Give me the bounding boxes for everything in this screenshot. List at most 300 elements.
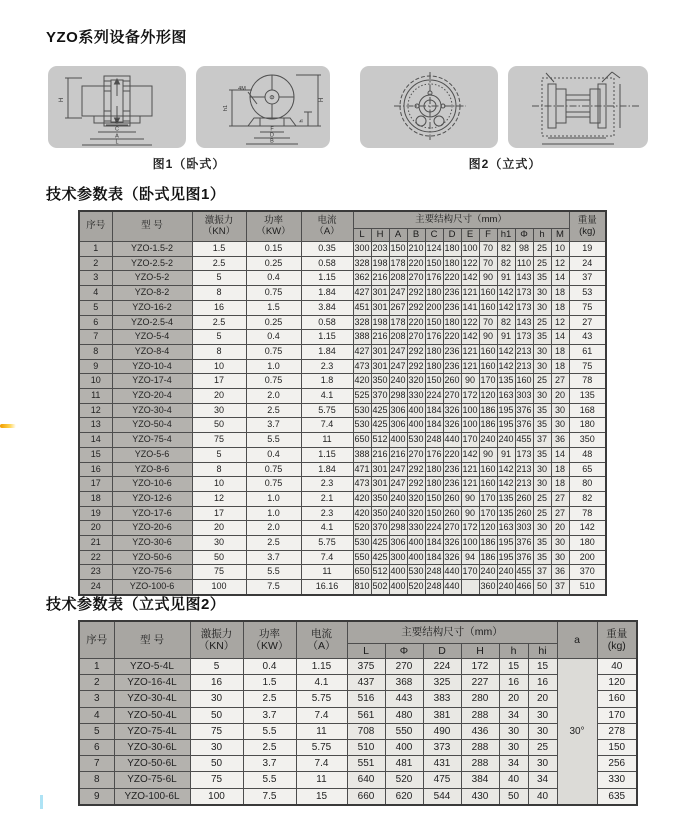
value-cell: 25 <box>533 315 551 330</box>
value-cell: 142 <box>461 330 479 345</box>
value-cell: 326 <box>443 418 461 433</box>
value-cell: 11 <box>301 565 353 580</box>
seq-cell: 3 <box>79 691 114 707</box>
value-cell: 50 <box>533 580 551 595</box>
value-cell: 120 <box>479 389 497 404</box>
value-cell: 400 <box>389 565 407 580</box>
value-cell: 90 <box>461 491 479 506</box>
value-cell: 240 <box>389 374 407 389</box>
value-cell: 370 <box>371 389 389 404</box>
model-cell: YZO-100-6L <box>114 788 190 805</box>
seq-cell: 1 <box>79 242 112 257</box>
value-cell: 0.58 <box>301 256 353 271</box>
value-cell: 3.7 <box>246 550 301 565</box>
value-cell: 70 <box>479 315 497 330</box>
table-row <box>79 256 606 271</box>
value-cell: 292 <box>407 462 425 477</box>
value-cell: 121 <box>461 344 479 359</box>
value-cell: 4.1 <box>296 675 347 691</box>
drawing-panel-horizontal-side <box>196 66 330 148</box>
value-cell: 82 <box>569 491 606 506</box>
value-cell: 30 <box>192 536 246 551</box>
value-cell: 78 <box>569 374 606 389</box>
vertical-motor-side-drawing <box>508 66 648 148</box>
value-cell: 466 <box>515 580 533 595</box>
seq-cell: 19 <box>79 506 112 521</box>
value-cell: 17 <box>192 506 246 521</box>
value-cell: 236 <box>443 286 461 301</box>
value-cell: 180 <box>443 315 461 330</box>
value-cell: 27 <box>551 491 569 506</box>
value-cell: 425 <box>371 536 389 551</box>
model-cell: YZO-20-6 <box>112 521 192 536</box>
value-cell: 650 <box>353 433 371 448</box>
value-cell: 0.4 <box>246 271 301 286</box>
value-cell: 170 <box>597 707 637 723</box>
value-cell: 400 <box>389 580 407 595</box>
value-cell: 247 <box>389 359 407 374</box>
value-cell: 35 <box>533 447 551 462</box>
value-cell: 373 <box>423 740 461 756</box>
value-cell: 475 <box>423 772 461 788</box>
value-cell: 427 <box>353 286 371 301</box>
value-cell: 420 <box>353 374 371 389</box>
dim-label-B: B <box>270 138 274 145</box>
value-cell: 2.5 <box>192 315 246 330</box>
value-cell: 400 <box>407 550 425 565</box>
seq-cell: 22 <box>79 550 112 565</box>
value-cell: 1.15 <box>301 447 353 462</box>
value-cell: 220 <box>443 330 461 345</box>
value-cell: 150 <box>425 315 443 330</box>
value-cell: 50 <box>192 418 246 433</box>
value-cell: 27 <box>569 315 606 330</box>
value-cell: 400 <box>407 536 425 551</box>
value-cell: 40 <box>499 772 528 788</box>
value-cell: 75 <box>569 300 606 315</box>
model-cell: YZO-20-4 <box>112 389 192 404</box>
dim-label-C: C <box>115 126 119 133</box>
value-cell: 37 <box>569 271 606 286</box>
value-cell: 14 <box>551 271 569 286</box>
value-cell: 30 <box>533 389 551 404</box>
value-cell: 160 <box>479 462 497 477</box>
value-cell: 172 <box>461 389 479 404</box>
value-cell: 437 <box>347 675 385 691</box>
value-cell: 80 <box>569 477 606 492</box>
value-cell: 1.8 <box>301 374 353 389</box>
value-cell: 471 <box>353 462 371 477</box>
table-row <box>79 565 606 580</box>
value-cell: 362 <box>353 271 371 286</box>
value-cell: 120 <box>479 521 497 536</box>
value-cell: 213 <box>515 359 533 374</box>
value-cell: 0.35 <box>301 242 353 257</box>
table-row <box>79 330 606 345</box>
value-cell: 443 <box>385 691 423 707</box>
model-cell: YZO-12-6 <box>112 491 192 506</box>
seq-cell: 2 <box>79 675 114 691</box>
value-cell: 20 <box>192 521 246 536</box>
header-dim-L: L <box>347 644 385 659</box>
drawing-panel-horizontal-front <box>48 66 186 148</box>
table-row <box>79 740 637 756</box>
value-cell: 5.5 <box>246 433 301 448</box>
value-cell: 178 <box>389 315 407 330</box>
header-dim-F: F <box>479 229 497 242</box>
value-cell: 510 <box>569 580 606 595</box>
value-cell: 260 <box>443 491 461 506</box>
seq-cell: 15 <box>79 447 112 462</box>
value-cell: 278 <box>597 723 637 739</box>
value-cell: 375 <box>347 659 385 675</box>
value-cell: 18 <box>551 462 569 477</box>
value-cell: 5.5 <box>246 565 301 580</box>
value-cell: 184 <box>425 536 443 551</box>
value-cell: 247 <box>389 462 407 477</box>
value-cell: 48 <box>569 447 606 462</box>
value-cell: 180 <box>569 418 606 433</box>
scan-artifact-blue <box>40 795 43 809</box>
value-cell: 5.5 <box>243 723 296 739</box>
value-cell: 172 <box>461 521 479 536</box>
value-cell: 90 <box>479 330 497 345</box>
value-cell: 53 <box>569 286 606 301</box>
value-cell: 178 <box>389 256 407 271</box>
value-cell: 383 <box>423 691 461 707</box>
header-dim-E: E <box>461 229 479 242</box>
value-cell: 3.7 <box>243 707 296 723</box>
value-cell: 1.15 <box>301 271 353 286</box>
value-cell: 20 <box>551 521 569 536</box>
value-cell: 20 <box>192 389 246 404</box>
value-cell: 34 <box>499 756 528 772</box>
value-cell: 180 <box>425 359 443 374</box>
dim-label-E: E <box>115 119 119 126</box>
value-cell: 292 <box>407 286 425 301</box>
value-cell: 35 <box>533 271 551 286</box>
dim-label-D: D <box>270 132 274 139</box>
seq-cell: 7 <box>79 756 114 772</box>
value-cell: 530 <box>407 565 425 580</box>
table-row <box>79 491 606 506</box>
value-cell: 143 <box>515 315 533 330</box>
value-cell: 270 <box>385 659 423 675</box>
value-cell: 260 <box>515 491 533 506</box>
value-cell: 520 <box>353 521 371 536</box>
value-cell: 708 <box>347 723 385 739</box>
value-cell: 325 <box>423 675 461 691</box>
seq-cell: 20 <box>79 521 112 536</box>
value-cell: 2.5 <box>192 256 246 271</box>
value-cell: 224 <box>423 659 461 675</box>
seq-cell: 9 <box>79 359 112 374</box>
value-cell: 121 <box>461 359 479 374</box>
table-row <box>79 462 606 477</box>
value-cell: 150 <box>425 491 443 506</box>
seq-cell: 3 <box>79 271 112 286</box>
value-cell: 30 <box>528 707 557 723</box>
value-cell: 180 <box>443 256 461 271</box>
dim-label-F: F <box>270 126 274 133</box>
table-row <box>79 242 606 257</box>
value-cell: 1.0 <box>246 359 301 374</box>
table-row <box>79 433 606 448</box>
value-cell: 224 <box>425 521 443 536</box>
value-cell: 0.4 <box>246 330 301 345</box>
header-dim-M: M <box>551 229 569 242</box>
value-cell: 240 <box>497 580 515 595</box>
value-cell: 216 <box>371 330 389 345</box>
value-cell: 200 <box>425 300 443 315</box>
value-cell: 260 <box>515 506 533 521</box>
header-dimensions: 主要结构尺寸（mm） <box>347 621 557 644</box>
seq-cell: 10 <box>79 374 112 389</box>
value-cell: 301 <box>371 477 389 492</box>
value-cell: 30 <box>533 344 551 359</box>
table-row <box>79 315 606 330</box>
value-cell: 431 <box>423 756 461 772</box>
value-cell: 270 <box>407 271 425 286</box>
header-weight: 重量 (kg) <box>569 211 606 242</box>
value-cell: 1.84 <box>301 286 353 301</box>
value-cell: 292 <box>407 359 425 374</box>
dim-label-A: A <box>115 133 119 140</box>
value-cell: 75 <box>192 565 246 580</box>
value-cell: 427 <box>353 344 371 359</box>
value-cell: 35 <box>533 536 551 551</box>
value-cell: 650 <box>353 565 371 580</box>
value-cell: 37 <box>533 565 551 580</box>
value-cell: 142 <box>461 271 479 286</box>
header-seq: 序号 <box>79 621 114 659</box>
seq-cell: 4 <box>79 286 112 301</box>
value-cell: 170 <box>479 506 497 521</box>
value-cell: 5.75 <box>296 691 347 707</box>
value-cell: 525 <box>353 389 371 404</box>
value-cell: 82 <box>497 315 515 330</box>
value-cell: 25 <box>533 374 551 389</box>
table-row <box>79 418 606 433</box>
value-cell: 7.5 <box>243 788 296 805</box>
value-cell: 256 <box>597 756 637 772</box>
dim-label-4M: 4M <box>238 86 246 92</box>
model-cell: YZO-8-2 <box>112 286 192 301</box>
horizontal-motor-front-drawing <box>48 66 186 148</box>
value-cell: 142 <box>497 359 515 374</box>
value-cell: 142 <box>497 477 515 492</box>
value-cell: 240 <box>479 433 497 448</box>
table-row <box>79 271 606 286</box>
figure2-caption: 图2（立式） <box>468 157 542 171</box>
value-cell: 36 <box>551 565 569 580</box>
value-cell: 150 <box>425 374 443 389</box>
value-cell: 400 <box>407 403 425 418</box>
drawing-lines <box>65 76 152 145</box>
value-cell: 350 <box>371 506 389 521</box>
value-cell: 425 <box>371 550 389 565</box>
value-cell: 90 <box>461 506 479 521</box>
value-cell: 2.5 <box>246 536 301 551</box>
value-cell: 303 <box>515 389 533 404</box>
seq-cell: 17 <box>79 477 112 492</box>
table-row <box>79 374 606 389</box>
value-cell: 150 <box>389 242 407 257</box>
value-cell: 330 <box>407 389 425 404</box>
dim-label-h1: h1 <box>223 104 229 112</box>
value-cell: 0.4 <box>243 659 296 675</box>
value-cell: 27 <box>551 506 569 521</box>
value-cell: 121 <box>461 462 479 477</box>
value-cell: 25 <box>533 256 551 271</box>
header-dim-h1: h1 <box>497 229 515 242</box>
value-cell: 30 <box>190 691 243 707</box>
seq-cell: 5 <box>79 723 114 739</box>
seq-cell: 16 <box>79 462 112 477</box>
value-cell: 50 <box>499 788 528 805</box>
table2-vertical-params <box>78 620 638 806</box>
value-cell: 208 <box>389 271 407 286</box>
value-cell: 195 <box>497 550 515 565</box>
value-cell: 30 <box>533 477 551 492</box>
value-cell: 186 <box>479 536 497 551</box>
value-cell: 216 <box>371 271 389 286</box>
value-cell: 236 <box>443 359 461 374</box>
dim-label-phi: Φ <box>269 94 275 102</box>
value-cell: 2.3 <box>301 477 353 492</box>
value-cell: 400 <box>407 418 425 433</box>
table-row <box>79 506 606 521</box>
value-cell: 186 <box>479 550 497 565</box>
drawing-panel-vertical-side <box>508 66 648 148</box>
value-cell: 490 <box>423 723 461 739</box>
value-cell: 350 <box>371 491 389 506</box>
value-cell: 36 <box>551 433 569 448</box>
value-cell: 160 <box>479 286 497 301</box>
value-cell: 198 <box>371 315 389 330</box>
value-cell: 12 <box>192 491 246 506</box>
value-cell: 186 <box>479 418 497 433</box>
header-force: 激振力 （KN） <box>192 211 246 242</box>
value-cell: 18 <box>551 344 569 359</box>
table-row <box>79 756 637 772</box>
value-cell: 3.7 <box>246 418 301 433</box>
model-cell: YZO-5-6 <box>112 447 192 462</box>
value-cell: 1.5 <box>243 675 296 691</box>
value-cell: 330 <box>597 772 637 788</box>
value-cell: 620 <box>385 788 423 805</box>
value-cell: 270 <box>443 389 461 404</box>
value-cell: 20 <box>528 691 557 707</box>
value-cell: 124 <box>425 242 443 257</box>
value-cell: 75 <box>190 723 243 739</box>
value-cell: 388 <box>353 447 371 462</box>
value-cell: 30 <box>528 756 557 772</box>
value-cell: 142 <box>569 521 606 536</box>
value-cell: 550 <box>353 550 371 565</box>
value-cell: 216 <box>389 447 407 462</box>
value-cell: 208 <box>389 330 407 345</box>
value-cell: 400 <box>389 433 407 448</box>
value-cell: 301 <box>371 462 389 477</box>
value-cell: 15 <box>528 659 557 675</box>
seq-cell: 13 <box>79 418 112 433</box>
value-cell: 270 <box>443 521 461 536</box>
value-cell: 30 <box>192 403 246 418</box>
value-cell: 1.84 <box>301 344 353 359</box>
value-cell: 82 <box>497 256 515 271</box>
value-cell: 247 <box>389 477 407 492</box>
value-cell: 100 <box>461 403 479 418</box>
header-current: 电流 （A） <box>301 211 353 242</box>
value-cell: 240 <box>497 565 515 580</box>
value-cell: 5 <box>190 659 243 675</box>
header-force: 激振力 （KN） <box>190 621 243 659</box>
value-cell: 473 <box>353 359 371 374</box>
value-cell: 110 <box>515 256 533 271</box>
seq-cell: 23 <box>79 565 112 580</box>
value-cell: 292 <box>407 477 425 492</box>
value-cell: 170 <box>479 374 497 389</box>
table-row <box>79 788 637 805</box>
value-cell: 2.5 <box>246 403 301 418</box>
model-cell: YZO-50-4 <box>112 418 192 433</box>
value-cell: 5.75 <box>296 740 347 756</box>
value-cell: 184 <box>425 550 443 565</box>
drawing-panel-vertical-top <box>360 66 498 148</box>
value-cell: 35 <box>533 550 551 565</box>
header-weight: 重量 (kg) <box>597 621 637 659</box>
table-row <box>79 772 637 788</box>
value-cell: 303 <box>515 521 533 536</box>
value-cell: 224 <box>425 389 443 404</box>
value-cell: 480 <box>385 707 423 723</box>
value-cell: 17 <box>192 374 246 389</box>
value-cell: 5 <box>192 330 246 345</box>
value-cell: 16 <box>190 675 243 691</box>
value-cell: 18 <box>551 359 569 374</box>
value-cell: 213 <box>515 462 533 477</box>
value-cell: 320 <box>407 506 425 521</box>
value-cell: 122 <box>461 315 479 330</box>
model-cell: YZO-17-6 <box>112 506 192 521</box>
value-cell: 8 <box>192 344 246 359</box>
value-cell: 1.84 <box>301 462 353 477</box>
value-cell: 160 <box>479 477 497 492</box>
value-cell: 520 <box>407 580 425 595</box>
table-row <box>79 550 606 565</box>
value-cell: 328 <box>353 256 371 271</box>
value-cell: 306 <box>389 418 407 433</box>
value-cell: 370 <box>371 521 389 536</box>
value-cell: 12 <box>551 256 569 271</box>
value-cell: 430 <box>461 788 499 805</box>
value-cell: 220 <box>443 447 461 462</box>
table2-title: 技术参数表（立式见图2） <box>46 596 226 613</box>
value-cell: 810 <box>353 580 371 595</box>
table-row <box>79 389 606 404</box>
value-cell: 100 <box>192 580 246 595</box>
table-row <box>79 536 606 551</box>
drawing-lines <box>394 72 466 140</box>
table1-title: 技术参数表（卧式见图1） <box>46 186 226 203</box>
seq-cell: 1 <box>79 659 114 675</box>
value-cell: 100 <box>190 788 243 805</box>
value-cell: 30 <box>551 550 569 565</box>
header-current: 电流 （A） <box>296 621 347 659</box>
value-cell: 100 <box>461 242 479 257</box>
model-cell: YZO-8-4 <box>112 344 192 359</box>
